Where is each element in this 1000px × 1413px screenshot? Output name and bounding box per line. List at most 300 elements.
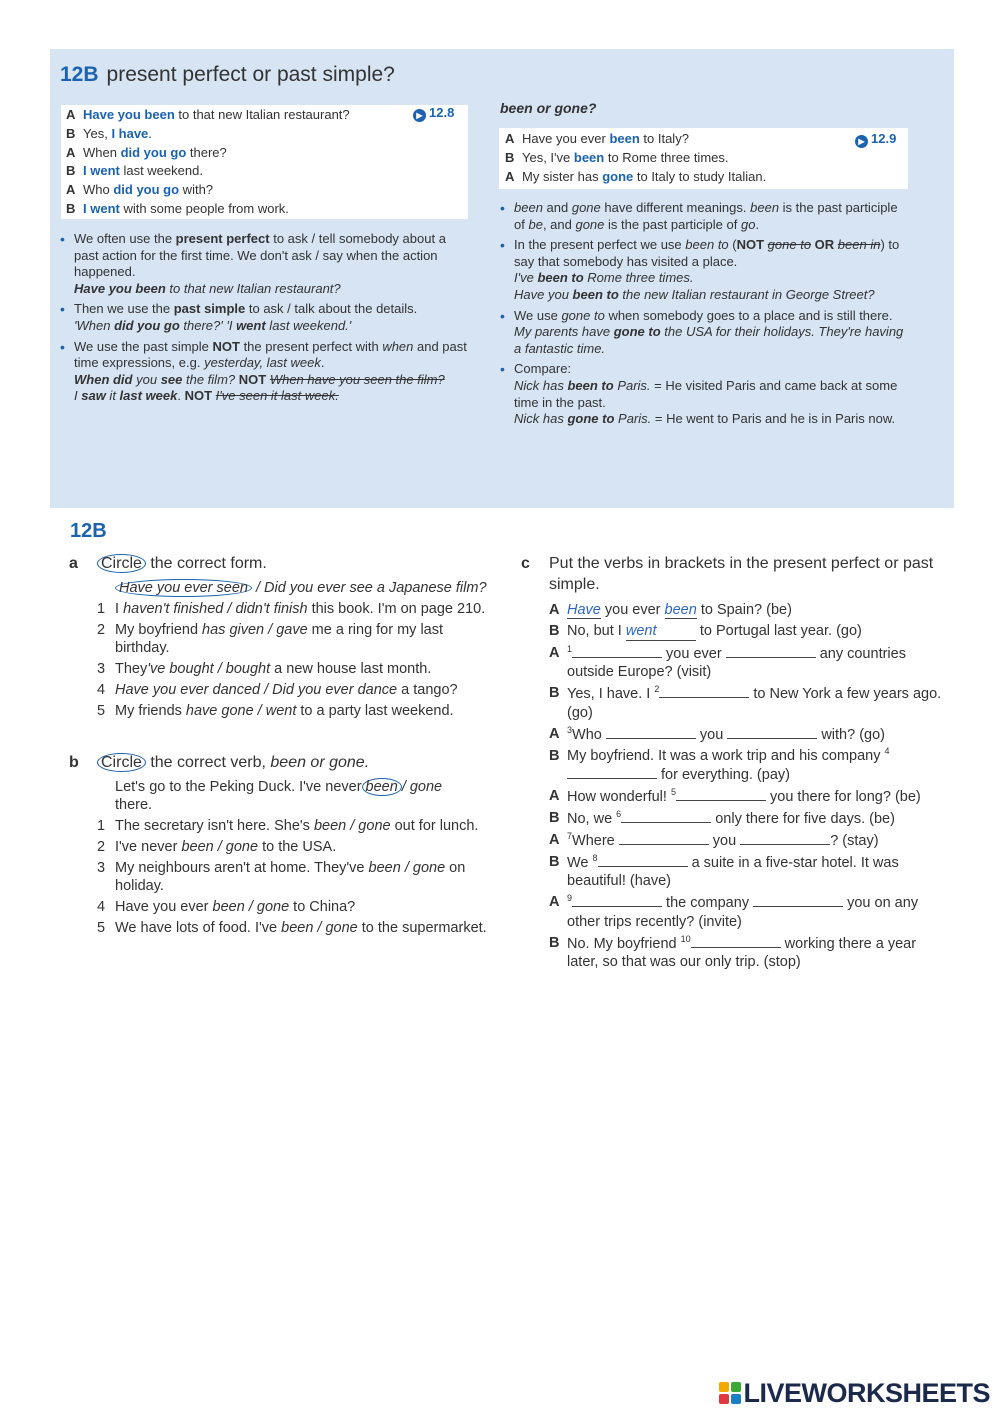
speaker-label: A bbox=[66, 182, 76, 198]
text-segment: been / gone bbox=[212, 899, 290, 915]
exercise-item[interactable] bbox=[69, 621, 499, 657]
text-segment: I've bbox=[514, 270, 538, 286]
text-segment: with some people from work. bbox=[119, 200, 289, 216]
speaker-label: B bbox=[549, 747, 560, 764]
exercise-item[interactable] bbox=[69, 600, 499, 618]
answer-blank[interactable] bbox=[621, 809, 711, 823]
text-segment: been to bbox=[685, 237, 729, 253]
text-segment: when somebody goes to a place and is still there. bbox=[604, 307, 893, 323]
text-segment: did you go bbox=[120, 144, 187, 160]
text-segment: be bbox=[528, 216, 543, 232]
text-segment: In the present perfect we use bbox=[514, 237, 686, 253]
text-segment: My friends bbox=[115, 703, 186, 719]
dialogue-line bbox=[66, 181, 468, 200]
text-segment: Yes, bbox=[83, 125, 112, 141]
answer-blank[interactable] bbox=[606, 725, 696, 739]
text-segment: We use bbox=[514, 307, 562, 323]
text-segment: the film? bbox=[182, 371, 239, 387]
text-segment: with? bbox=[179, 182, 214, 198]
item-number: 4 bbox=[97, 899, 106, 915]
gap-number: 7 bbox=[567, 831, 573, 842]
text-segment: My boyfriend. It was a work trip and his company bbox=[567, 747, 885, 764]
dialogue-line bbox=[66, 106, 468, 125]
text-segment: When have you seen the film? bbox=[269, 371, 445, 387]
speaker-label: B bbox=[549, 622, 560, 639]
rule-bullet bbox=[500, 308, 910, 358]
speaker-label: B bbox=[549, 810, 560, 827]
text-segment: Nick has bbox=[514, 377, 568, 393]
text-segment: any countries outside Europe? (visit) bbox=[567, 645, 906, 681]
text-segment: My boyfriend bbox=[115, 622, 203, 638]
text-segment: My sister has bbox=[522, 168, 603, 184]
exercise-c-instruction bbox=[521, 553, 946, 595]
dialogue-gap-line bbox=[521, 787, 946, 807]
text-segment: NOT bbox=[184, 388, 216, 404]
text-segment: and bbox=[542, 200, 572, 215]
exercise-a bbox=[69, 554, 499, 723]
speaker-icon: ▶ bbox=[855, 135, 868, 148]
text-segment: there? bbox=[186, 144, 227, 160]
exercise-a-example bbox=[69, 579, 499, 597]
text-segment: last week bbox=[119, 388, 178, 404]
text-segment: gone bbox=[575, 216, 605, 232]
example-post: / gone bbox=[401, 779, 443, 795]
dialogue-line bbox=[505, 130, 908, 149]
exercise-b bbox=[69, 753, 499, 940]
exercise-letter: b bbox=[69, 754, 79, 771]
answer-blank[interactable] bbox=[572, 644, 662, 658]
text-segment: gone bbox=[571, 200, 601, 215]
text-segment: gone to bbox=[613, 324, 661, 340]
text-segment: a suite in a five-star hotel. It was beautiful! (have) bbox=[567, 854, 899, 890]
rule-bullet bbox=[60, 231, 468, 297]
text-segment: been / gone bbox=[181, 839, 259, 855]
text-segment: saw bbox=[81, 388, 106, 404]
rule-line bbox=[74, 281, 468, 298]
speaker-label: B bbox=[66, 200, 76, 216]
text-segment: ? (stay) bbox=[830, 832, 879, 849]
dialogue-gap-line bbox=[521, 934, 946, 972]
dialogue-gap-line bbox=[521, 853, 946, 891]
speaker-label: A bbox=[66, 144, 76, 160]
example-line2: there. bbox=[115, 797, 153, 813]
item-number: 1 bbox=[97, 601, 106, 617]
speaker-label: A bbox=[505, 131, 515, 146]
text-segment: last weekend.' bbox=[265, 317, 352, 333]
text-segment: gone to bbox=[767, 237, 812, 253]
dialogue-gap-line bbox=[521, 747, 946, 785]
text-segment: with? (go) bbox=[817, 726, 885, 743]
text-segment: to the supermarket. bbox=[357, 920, 487, 936]
speaker-label: A bbox=[549, 644, 560, 661]
text-segment: you on any other trips recently? (invite) bbox=[567, 895, 919, 930]
text-segment: haven't finished / didn't finish bbox=[123, 601, 308, 617]
speaker-label: B bbox=[549, 934, 560, 951]
text-segment: Who bbox=[83, 182, 114, 198]
instruction-text: the correct verb, bbox=[145, 754, 271, 771]
text-segment: No. My boyfriend bbox=[567, 935, 681, 952]
text-segment: to that new Italian restaurant? bbox=[174, 107, 350, 122]
text-segment: did you go bbox=[113, 182, 180, 198]
text-segment: Yes, I've bbox=[522, 149, 574, 165]
answer-blank[interactable] bbox=[659, 684, 749, 698]
instruction-text: the correct form. bbox=[145, 555, 267, 572]
dialogue-gap-line bbox=[521, 831, 946, 851]
example-answer: went bbox=[626, 622, 696, 642]
circled-answer[interactable]: been bbox=[362, 778, 402, 796]
text-segment: . bbox=[148, 125, 152, 141]
text-segment: My parents have bbox=[514, 324, 614, 340]
instruction-italic: been or gone. bbox=[270, 754, 370, 771]
dialogue-line bbox=[505, 168, 908, 187]
dialogue-gap-line bbox=[521, 725, 946, 745]
rule-line bbox=[74, 231, 468, 281]
speaker-label: B bbox=[505, 149, 515, 165]
text-segment: When did bbox=[74, 371, 133, 387]
text-segment: , and bbox=[542, 216, 576, 232]
text-segment: . bbox=[755, 216, 760, 232]
item-number: 1 bbox=[97, 818, 106, 834]
dialogue-gap-line bbox=[521, 809, 946, 829]
text-segment: to the USA. bbox=[258, 839, 337, 855]
exercise-letter: c bbox=[521, 555, 530, 572]
text-segment: to New York a few years ago. (go) bbox=[567, 686, 942, 721]
text-segment: to ask / tell somebody about a past action for the first time. We don't ask / say when the action happened. bbox=[74, 231, 446, 280]
text-segment: been / gone bbox=[281, 920, 358, 936]
item-number: 5 bbox=[97, 703, 106, 719]
dialogue-box-1 bbox=[61, 105, 468, 219]
rule-bullet bbox=[60, 301, 468, 334]
speaker-icon: ▶ bbox=[413, 109, 426, 122]
rule-bullet bbox=[500, 237, 910, 303]
grammar-title-text: present perfect or past simple? bbox=[106, 63, 395, 86]
audio-track-1[interactable] bbox=[413, 105, 454, 122]
text-segment: and past time expressions, e.g. bbox=[74, 338, 467, 371]
text-segment: gone to bbox=[561, 307, 605, 323]
item-number: 3 bbox=[97, 860, 106, 876]
rule-line bbox=[74, 301, 468, 318]
text-segment: We have lots of food. I've bbox=[115, 920, 282, 936]
text-segment: . bbox=[177, 388, 185, 404]
circle-word: Circle bbox=[97, 753, 146, 772]
text-segment: you ever bbox=[662, 645, 726, 662]
text-segment: the USA for their holidays. They're having a fantastic time. bbox=[514, 324, 904, 356]
left-rules-list bbox=[60, 231, 468, 409]
exercise-letter: a bbox=[69, 555, 78, 572]
text-segment: The secretary isn't here. She's bbox=[115, 818, 314, 834]
exercise-c bbox=[521, 553, 946, 974]
text-segment: I bbox=[74, 388, 82, 404]
gap-number: 8 bbox=[592, 852, 598, 863]
exercise-item[interactable] bbox=[69, 838, 499, 856]
grammar-panel bbox=[50, 49, 954, 508]
grammar-title bbox=[60, 63, 395, 87]
gap-number: 2 bbox=[654, 684, 660, 695]
text-segment: 'When bbox=[74, 317, 115, 333]
text-segment: been bbox=[514, 200, 543, 215]
text-segment: this book. I'm on page 210. bbox=[307, 601, 486, 617]
text-segment: Have you ever bbox=[522, 131, 610, 146]
dialogue-gap-line bbox=[521, 684, 946, 722]
dialogue-gap-line bbox=[521, 644, 946, 682]
text-segment: for everything. (pay) bbox=[657, 767, 790, 784]
text-segment: is the past participle of bbox=[514, 200, 898, 232]
text-segment: When bbox=[83, 144, 121, 160]
rule-line bbox=[514, 361, 910, 378]
text-segment: go bbox=[740, 216, 756, 232]
text-segment: been to bbox=[537, 270, 584, 286]
exercise-item[interactable] bbox=[69, 660, 499, 678]
exercises-heading: 12B bbox=[70, 520, 107, 542]
text-segment: been to bbox=[572, 286, 619, 302]
text-segment: How wonderful! bbox=[567, 789, 671, 806]
speaker-label: A bbox=[549, 602, 560, 618]
exercise-item[interactable] bbox=[69, 681, 499, 699]
text-segment: I have bbox=[111, 125, 149, 141]
text-segment: Who bbox=[572, 726, 606, 743]
circled-answer[interactable]: Have you ever seen bbox=[115, 579, 252, 597]
text-segment: to Rome three times. bbox=[604, 149, 729, 165]
item-number: 5 bbox=[97, 920, 106, 936]
text-segment: the company bbox=[662, 895, 754, 912]
text-segment: only there for five days. (be) bbox=[711, 811, 895, 828]
gap-number: 6 bbox=[616, 809, 622, 820]
text-segment: you ever bbox=[600, 602, 665, 618]
speaker-label: B bbox=[549, 685, 560, 702]
rule-line bbox=[514, 324, 910, 357]
text-segment: is the past participle of bbox=[604, 216, 741, 232]
text-segment: working there a year later, so that was our only trip. (stop) bbox=[567, 935, 917, 971]
text-segment: a new house last month. bbox=[270, 661, 432, 677]
text-segment: to a party last weekend. bbox=[296, 703, 454, 719]
text-segment: Have you ever danced / Did you ever dance bbox=[115, 682, 398, 698]
dialogue-line bbox=[66, 162, 468, 181]
liveworksheets-watermark bbox=[719, 1378, 990, 1409]
rule-line bbox=[514, 411, 910, 428]
text-segment: it bbox=[105, 388, 120, 404]
text-segment: Have you bbox=[514, 286, 573, 302]
text-segment: last weekend. bbox=[119, 163, 203, 179]
text-segment: see bbox=[160, 371, 183, 387]
answer-blank[interactable] bbox=[598, 853, 688, 867]
text-segment: I've never bbox=[115, 839, 182, 855]
rule-line bbox=[514, 308, 910, 325]
answer-blank[interactable] bbox=[753, 893, 843, 907]
exercise-item[interactable] bbox=[69, 859, 499, 895]
exercise-item[interactable] bbox=[69, 702, 499, 720]
text-segment: They bbox=[115, 661, 148, 677]
text-segment: have gone / went bbox=[185, 703, 297, 719]
audio-track-number: 12.9 bbox=[871, 131, 897, 146]
text-segment: the new Italian restaurant in George Street? bbox=[618, 286, 875, 302]
text-segment: NOT bbox=[212, 338, 240, 354]
speaker-label: A bbox=[505, 168, 515, 184]
exercise-b-example bbox=[69, 778, 499, 814]
text-segment: ) to say that somebody has visited a place. bbox=[514, 237, 900, 269]
text-segment: there?' 'I bbox=[179, 317, 237, 333]
text-segment: ( bbox=[728, 237, 737, 253]
speaker-label: A bbox=[549, 831, 560, 848]
text-segment: We use the past simple bbox=[74, 338, 213, 354]
dialogue-gap-line bbox=[521, 893, 946, 931]
rule-line bbox=[514, 237, 910, 270]
text-segment: out for lunch. bbox=[390, 818, 479, 834]
audio-track-2[interactable] bbox=[855, 131, 896, 148]
exercise-a-instruction bbox=[69, 554, 499, 574]
text-segment: I went bbox=[83, 163, 120, 179]
rule-bullet bbox=[500, 361, 910, 427]
text-segment: Where bbox=[572, 832, 619, 849]
text-segment: Paris. bbox=[614, 411, 652, 427]
text-segment: gone bbox=[602, 168, 634, 184]
speaker-label: B bbox=[66, 125, 76, 141]
text-segment: went bbox=[236, 317, 266, 333]
exercise-item[interactable] bbox=[69, 817, 499, 835]
audio-track-number: 12.8 bbox=[429, 105, 455, 120]
text-segment: = He went to Paris and he is in Paris now. bbox=[651, 411, 896, 427]
answer-blank[interactable] bbox=[691, 934, 781, 948]
item-number: 2 bbox=[97, 622, 106, 638]
text-segment: . bbox=[320, 355, 325, 371]
text-segment: been in bbox=[837, 237, 881, 253]
text-segment: been bbox=[573, 149, 605, 165]
text-segment: past simple bbox=[173, 301, 246, 317]
example-answer: Have bbox=[567, 602, 601, 618]
speaker-label: B bbox=[549, 853, 560, 870]
text-segment: you bbox=[132, 371, 161, 387]
rule-line bbox=[74, 388, 468, 405]
text-segment: been bbox=[609, 131, 640, 146]
dialogue-box-2 bbox=[499, 128, 908, 189]
dialogue-gap-line bbox=[521, 622, 946, 642]
answer-blank[interactable] bbox=[567, 765, 657, 779]
text-segment: yesterday, last week bbox=[204, 355, 321, 371]
text-segment: a tango? bbox=[397, 682, 458, 698]
text-segment: on holiday. bbox=[115, 860, 466, 894]
rule-line bbox=[74, 372, 468, 389]
text-segment: No, we bbox=[567, 811, 617, 828]
gap-number: 9 bbox=[567, 893, 573, 904]
text-segment: to China? bbox=[289, 899, 356, 915]
speaker-label: A bbox=[549, 894, 560, 911]
answer-blank[interactable] bbox=[727, 725, 817, 739]
speaker-label: A bbox=[549, 725, 560, 742]
text-segment: Have you been bbox=[83, 107, 175, 122]
answer-blank[interactable] bbox=[726, 644, 816, 658]
text-segment: Have you ever bbox=[115, 899, 213, 915]
text-segment: Then we use the bbox=[74, 301, 174, 317]
dialogue-line bbox=[505, 149, 908, 168]
item-number: 2 bbox=[97, 839, 106, 855]
rule-line bbox=[514, 200, 910, 233]
text-segment: the present perfect with bbox=[239, 338, 383, 354]
text-segment: Rome three times. bbox=[583, 270, 694, 286]
text-segment: you there for long? (be) bbox=[765, 789, 921, 806]
text-segment: been / gone bbox=[313, 818, 391, 834]
text-segment: been / gone bbox=[368, 860, 446, 876]
answer-blank[interactable] bbox=[740, 831, 830, 845]
text-segment: We often use the bbox=[74, 231, 176, 246]
grammar-code: 12B bbox=[60, 63, 99, 86]
text-segment: to that new Italian restaurant? bbox=[165, 280, 341, 296]
item-number: 4 bbox=[97, 682, 106, 698]
text-segment: to Portugal last year. (go) bbox=[695, 622, 862, 639]
text-segment: to ask / talk about the details. bbox=[245, 301, 418, 317]
text-segment: been bbox=[750, 200, 780, 215]
item-number: 3 bbox=[97, 661, 106, 677]
rule-bullet bbox=[500, 200, 910, 233]
rule-line bbox=[74, 318, 468, 335]
rule-line bbox=[74, 339, 468, 372]
text-segment: Compare: bbox=[514, 361, 572, 377]
text-segment: = He visited Paris and came back at some time in the past. bbox=[514, 377, 898, 410]
text-segment: to Spain? (be) bbox=[696, 602, 792, 618]
dialogue-line bbox=[66, 125, 468, 144]
text-segment: has given / gave bbox=[202, 622, 308, 638]
text-segment: when bbox=[382, 338, 414, 354]
gap-number: 4 bbox=[884, 745, 890, 756]
example-answer: been bbox=[664, 602, 697, 618]
text-segment: present perfect bbox=[175, 231, 270, 246]
exercise-item[interactable] bbox=[69, 898, 499, 916]
text-segment: Yes, I have. I bbox=[567, 686, 655, 703]
text-segment: you bbox=[708, 832, 741, 849]
right-rules-list bbox=[500, 200, 910, 432]
dialogue-gap-line bbox=[521, 601, 946, 620]
text-segment: did you go bbox=[114, 317, 180, 333]
speaker-label: A bbox=[66, 107, 76, 122]
text-segment: been to bbox=[567, 377, 614, 393]
text-segment: We bbox=[567, 854, 593, 871]
liveworksheets-logo-icon bbox=[719, 1382, 741, 1404]
speaker-label: A bbox=[549, 788, 560, 805]
text-segment: I bbox=[115, 601, 124, 617]
text-segment: Have you been bbox=[74, 280, 166, 296]
speaker-label: B bbox=[66, 163, 76, 179]
rule-line bbox=[514, 287, 910, 304]
text-segment: to Italy to study Italian. bbox=[633, 168, 767, 184]
instruction-text: Put the verbs in brackets in the present perfect or past simple. bbox=[549, 555, 934, 593]
text-segment: you bbox=[695, 726, 728, 743]
exercise-b-instruction bbox=[69, 753, 499, 773]
answer-blank[interactable] bbox=[676, 787, 766, 801]
answer-blank[interactable] bbox=[619, 831, 709, 845]
text-segment: Nick has bbox=[514, 411, 568, 427]
text-segment: to Italy? bbox=[639, 131, 689, 146]
text-segment: I've seen it last week. bbox=[215, 388, 339, 404]
text-segment: I went bbox=[83, 200, 120, 216]
watermark-text: LIVEWORKSHEETS bbox=[743, 1378, 990, 1408]
dialogue-line bbox=[66, 200, 468, 219]
answer-blank[interactable] bbox=[572, 893, 662, 907]
text-segment: gone to bbox=[567, 411, 615, 427]
example-rest: / Did you ever see a Japanese film? bbox=[256, 580, 487, 596]
rule-line bbox=[514, 270, 910, 287]
text-segment: No, but I bbox=[567, 622, 626, 639]
dialogue-line bbox=[66, 144, 468, 163]
gap-number: 1 bbox=[567, 643, 573, 654]
example-pre: Let's go to the Peking Duck. I've never bbox=[115, 779, 362, 795]
text-segment: NOT bbox=[238, 371, 270, 387]
exercise-item[interactable] bbox=[69, 919, 499, 937]
text-segment: NOT bbox=[736, 237, 768, 253]
text-segment: Paris. bbox=[613, 377, 651, 393]
text-segment: My neighbours aren't at home. They've bbox=[115, 860, 369, 876]
circle-word: Circle bbox=[97, 554, 146, 573]
text-segment: OR bbox=[811, 237, 835, 253]
rule-line bbox=[514, 378, 910, 411]
text-segment: me a ring for my last birthday. bbox=[115, 622, 444, 656]
